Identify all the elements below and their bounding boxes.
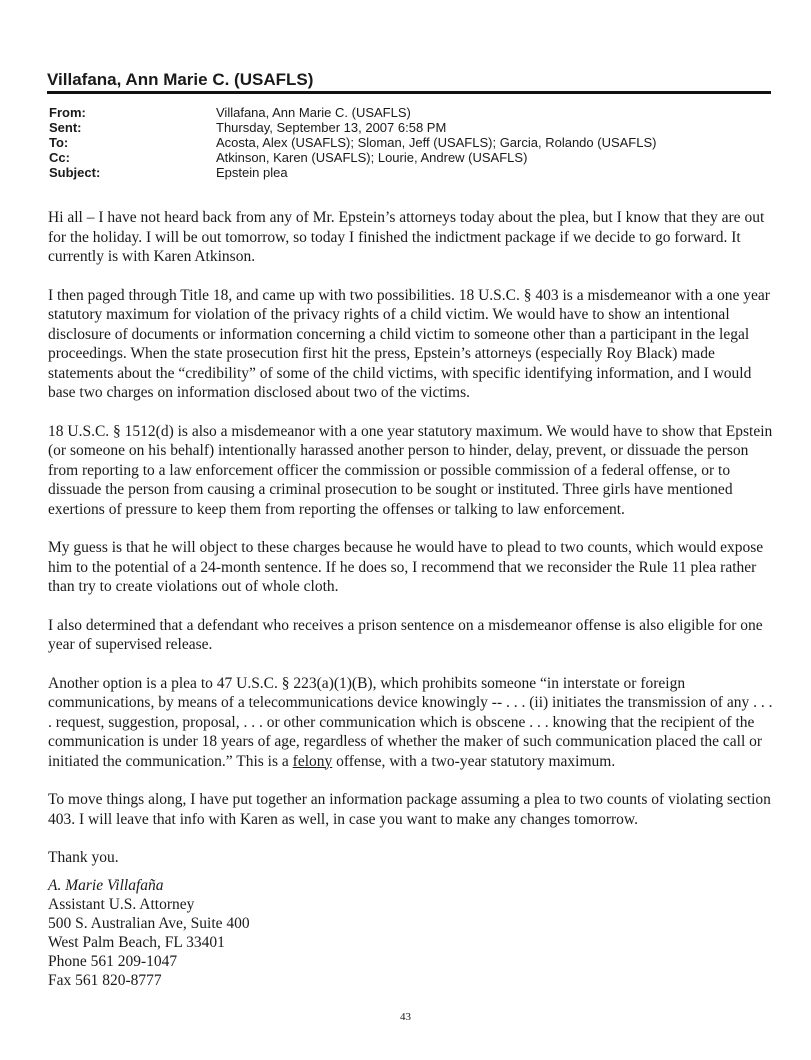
body-paragraph-6 (48, 674, 776, 772)
email-body (48, 208, 776, 887)
body-paragraph-5: I also determined that a defendant who receives a prison sentence on a misdemeanor offense is also eligible for one year of supervised release. (48, 616, 763, 653)
sent-value: Thursday, September 13, 2007 6:58 PM (216, 120, 447, 135)
signature-fax: Fax 561 820-8777 (48, 972, 162, 989)
cc-value: Atkinson, Karen (USAFLS); Lourie, Andrew (USAFLS) (216, 150, 528, 165)
signature-block (48, 876, 250, 990)
page-number: 43 (400, 1011, 411, 1023)
sender-name-heading: Villafana, Ann Marie C. (USAFLS) (47, 70, 314, 89)
closing-line: Thank you. (48, 849, 119, 866)
body-paragraph-7: To move things along, I have put together an information package assuming a plea to two counts of violating section 403. I will leave that info with Karen as well, in case you want to make any changes tomorrow. (48, 791, 771, 828)
signature-address-line-2: West Palm Beach, FL 33401 (48, 934, 225, 951)
sent-label: Sent: (49, 120, 82, 135)
from-value: Villafana, Ann Marie C. (USAFLS) (216, 105, 411, 120)
body-paragraph-3: 18 U.S.C. § 1512(d) is also a misdemeanor with a one year statutory maximum. We would have to show that Epstein (or someone on his behalf) intentionally harassed another person to hinder, delay, prevent, or dissuade the person from reporting to a law enforcement officer the commission or possible commission of a federal offense, or to dissuade the person from causing a criminal prosecution to be sought or instituted. Three girls have mentioned exertions of pressure to keep them from reporting the offenses or talking to law enforcement. (48, 422, 773, 518)
to-label: To: (49, 135, 69, 150)
felony-underlined-text: felony (292, 752, 333, 770)
body-paragraph-2: I then paged through Title 18, and came up with two possibilities. 18 U.S.C. § 403 is a misdemeanor with a one year statutory maximum for violation of the privacy rights of a child victim. We would have to show an intentional disclosure of documents or information concerning a child victim to someone other than a participant in the legal proceedings. When the state prosecution first hit the press, Epstein’s attorneys (especially Roy Black) made statements about the “credibility” of some of the child victims, with specific identifying information, and I would base two charges on information disclosed about two of the victims. (48, 286, 770, 401)
signature-address-line-1: 500 S. Australian Ave, Suite 400 (48, 915, 250, 932)
body-paragraph-1: Hi all – I have not heard back from any of Mr. Epstein’s attorneys today about the plea, but I know that they are out for the holiday. I will be out tomorrow, so today I finished the indictment package if we decide to go forward. It currently is with Karen Atkinson. (48, 209, 765, 265)
paragraph-6-text-before: Another option is a plea to 47 U.S.C. § 223(a)(1)(B), which prohibits someone “in interstate or foreign communications, by means of a telecommunications device knowingly -- . . . (ii) initiates the transmission of any . . . . request, suggestion, proposal, . . . or other communication which is obscene . . . knowing that the recipient of the communication is under 18 years of age, regardless of whether the maker of such communication placed the call or initiated the communication.” This is a (48, 674, 773, 770)
heading-divider (47, 91, 771, 94)
body-paragraph-4: My guess is that he will object to these charges because he would have to plead to two counts, which would expose him to the potential of a 24-month sentence. If he does so, I recommend that we reconsider the Rule 11 plea rather than try to create violations out of whole cloth. (48, 539, 764, 595)
paragraph-6-text-after: offense, with a two-year statutory maximum. (332, 752, 616, 770)
cc-label: Cc: (49, 150, 70, 165)
subject-label: Subject: (49, 165, 101, 180)
signature-title: Assistant U.S. Attorney (48, 896, 195, 913)
signature-phone: Phone 561 209-1047 (48, 953, 178, 970)
subject-value: Epstein plea (216, 165, 288, 180)
from-label: From: (49, 105, 86, 120)
to-value: Acosta, Alex (USAFLS); Sloman, Jeff (USAFLS); Garcia, Rolando (USAFLS) (216, 135, 657, 150)
signature-name: A. Marie Villafaña (48, 877, 164, 894)
